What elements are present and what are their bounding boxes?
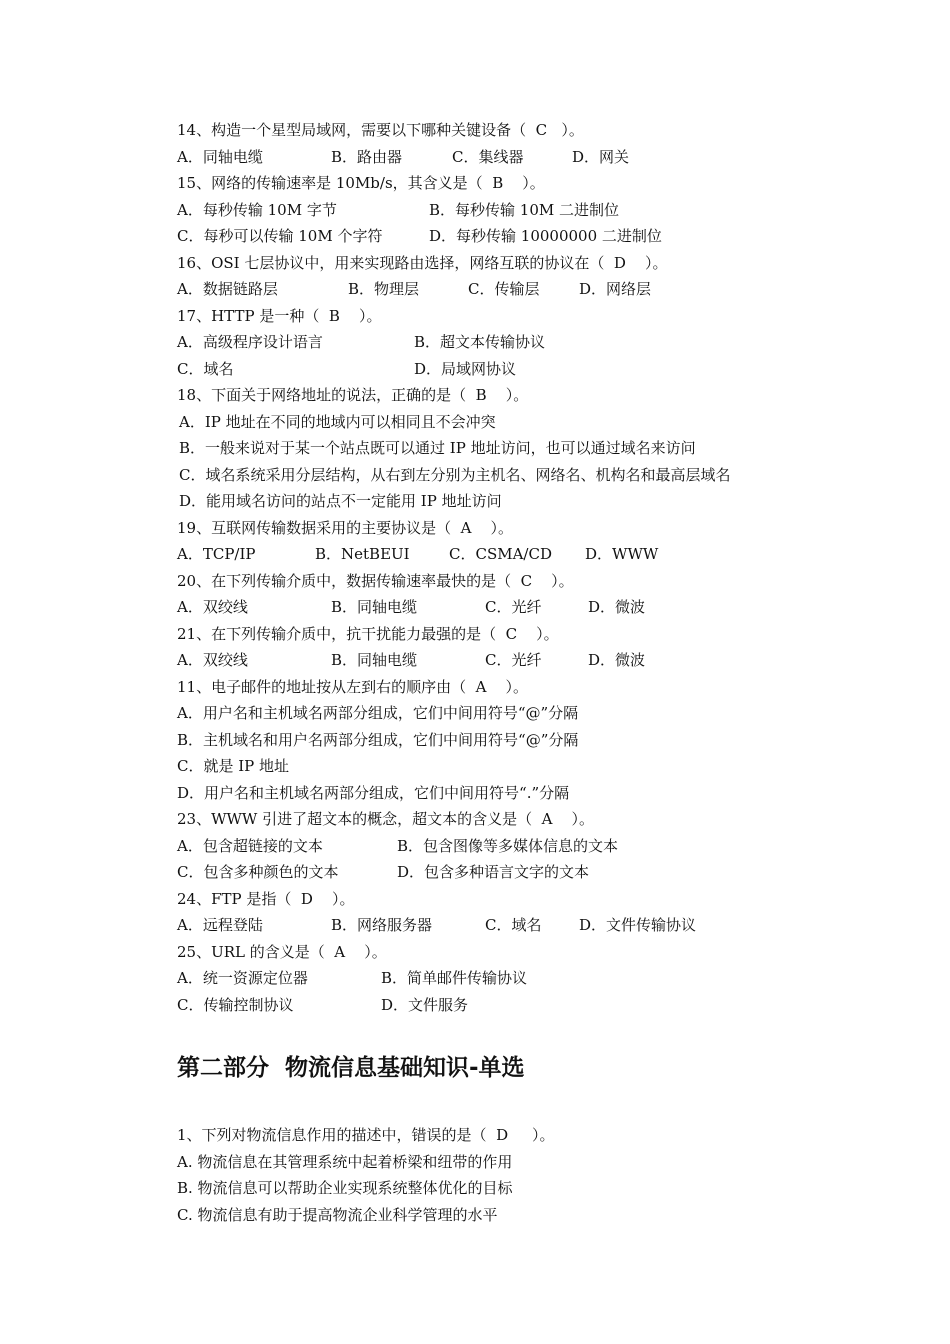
option-b: B．物理层	[348, 280, 420, 298]
option-a: A．远程登陆	[177, 916, 263, 934]
question-18-option-d: D．能用域名访问的站点不一定能用 IP 地址访问	[179, 492, 502, 510]
option-d: D．WWW	[585, 545, 659, 563]
option-b: B．路由器	[331, 148, 403, 166]
question-16-stem: 16、OSI 七层协议中，用来实现路由选择，网络互联的协议在（ D ）。	[177, 254, 668, 272]
question-25-options-row1	[177, 968, 528, 988]
option-b: B．简单邮件传输协议	[381, 969, 528, 987]
question-23-options-row1	[177, 836, 619, 856]
option-b: B．包含图像等多媒体信息的文本	[397, 837, 619, 855]
question-24-options	[177, 915, 697, 935]
option-c: C．光纤	[485, 651, 542, 669]
part2-question-1-option-a: A. 物流信息在其管理系统中起着桥梁和纽带的作用	[177, 1153, 513, 1171]
option-b: B．NetBEUI	[315, 545, 410, 563]
question-17-options-row2	[177, 359, 517, 379]
option-c: C．传输控制协议	[177, 996, 294, 1014]
question-16-options	[177, 279, 652, 299]
question-14-options	[177, 147, 630, 167]
question-21-options	[177, 650, 646, 670]
option-d: D．包含多种语言文字的文本	[397, 863, 590, 881]
option-d: D．微波	[588, 598, 646, 616]
option-d: D．每秒传输 10000000 二进制位	[429, 227, 662, 245]
question-17-stem: 17、HTTP 是一种（ B ）。	[177, 307, 382, 325]
part2-question-1-option-c: C. 物流信息有助于提高物流企业科学管理的水平	[177, 1206, 498, 1224]
question-11-option-c: C．就是 IP 地址	[177, 757, 290, 775]
question-15-options-row2	[177, 226, 662, 246]
question-14-stem: 14、构造一个星型局域网，需要以下哪种关键设备（ C ）。	[177, 121, 584, 139]
option-d: D．文件传输协议	[579, 916, 697, 934]
option-a: A．TCP/IP	[177, 545, 256, 563]
option-a: A．包含超链接的文本	[177, 837, 323, 855]
question-18-option-a: A．IP 地址在不同的地域内可以相同且不会冲突	[179, 413, 496, 431]
question-25-stem: 25、URL 的含义是（ A ）。	[177, 943, 387, 961]
option-b: B．网络服务器	[331, 916, 433, 934]
option-b: B．每秒传输 10M 二进制位	[429, 201, 620, 219]
option-c: C．每秒可以传输 10M 个字符	[177, 227, 383, 245]
question-18-option-b: B．一般来说对于某一个站点既可以通过 IP 地址访问，也可以通过域名来访问	[179, 439, 696, 457]
question-23-stem: 23、WWW 引进了超文本的概念，超文本的含义是（ A ）。	[177, 810, 595, 828]
option-d: D．局域网协议	[414, 360, 517, 378]
question-11-option-b: B．主机域名和用户名两部分组成，它们中间用符号“@”分隔	[177, 731, 579, 749]
option-d: D．微波	[588, 651, 646, 669]
option-c: C．CSMA/CD	[449, 545, 552, 563]
option-a: A．高级程序设计语言	[177, 333, 323, 351]
question-19-stem: 19、互联网传输数据采用的主要协议是（ A ）。	[177, 519, 514, 537]
question-17-options-row1	[177, 332, 546, 352]
question-18-stem: 18、下面关于网络地址的说法，正确的是（ B ）。	[177, 386, 529, 404]
option-a: A．每秒传输 10M 字节	[177, 201, 337, 219]
part2-question-1-option-b: B. 物流信息可以帮助企业实现系统整体优化的目标	[177, 1179, 513, 1197]
question-15-options-row1	[177, 200, 620, 220]
option-a: A．双绞线	[177, 598, 248, 616]
question-11-option-a: A．用户名和主机域名两部分组成，它们中间用符号“@”分隔	[177, 704, 579, 722]
question-20-stem: 20、在下列传输介质中，数据传输速率最快的是（ C ）。	[177, 572, 574, 590]
option-c: C．光纤	[485, 598, 542, 616]
option-c: C．域名	[485, 916, 542, 934]
option-d: D．文件服务	[381, 996, 469, 1014]
option-d: D．网络层	[579, 280, 652, 298]
option-a: A．统一资源定位器	[177, 969, 308, 987]
question-23-options-row2	[177, 862, 590, 882]
question-11-stem: 11、电子邮件的地址按从左到右的顺序由（ A ）。	[177, 678, 529, 696]
option-b: B．同轴电缆	[331, 598, 418, 616]
option-a: A．同轴电缆	[177, 148, 263, 166]
question-20-options	[177, 597, 646, 617]
option-a: A．数据链路层	[177, 280, 278, 298]
option-b: B．同轴电缆	[331, 651, 418, 669]
option-d: D．网关	[572, 148, 630, 166]
section-heading: 第二部分 物流信息基础知识-单选	[177, 1055, 525, 1081]
question-11-option-d: D．用户名和主机域名两部分组成，它们中间用符号“.”分隔	[177, 784, 570, 802]
question-25-options-row2	[177, 995, 469, 1015]
option-c: C．域名	[177, 360, 234, 378]
option-c: C．集线器	[452, 148, 524, 166]
question-19-options	[177, 544, 659, 564]
part2-question-1-stem: 1、下列对物流信息作用的描述中，错误的是（ D ）。	[177, 1126, 555, 1144]
question-24-stem: 24、FTP 是指（ D ）。	[177, 890, 355, 908]
question-21-stem: 21、在下列传输介质中，抗干扰能力最强的是（ C ）。	[177, 625, 559, 643]
question-18-option-c: C．域名系统采用分层结构，从右到左分别为主机名、网络名、机构名和最高层域名	[179, 466, 731, 484]
option-c: C．包含多种颜色的文本	[177, 863, 339, 881]
option-c: C．传输层	[468, 280, 540, 298]
question-15-stem: 15、网络的传输速率是 10Mb/s，其含义是（ B ）。	[177, 174, 545, 192]
option-a: A．双绞线	[177, 651, 248, 669]
option-b: B．超文本传输协议	[414, 333, 546, 351]
